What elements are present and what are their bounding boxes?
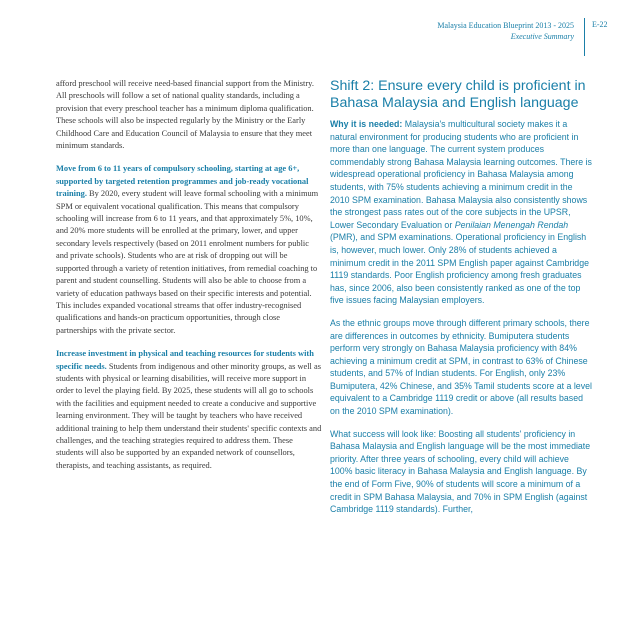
left-paragraph-2-body: By 2020, every student will leave formal schooling with a minimum SPM or equivalent vocational qualification. This means that compulsory schooling will increase from 6 to 11 years, and that approximately 5%, 10%, and 20% more students will be enrolled at the primary, lower, and upper secondary levels respectively (based on 2011 enrolment numbers for public and private schools). Students who are at risk of dropping out will be supported through a variety of retention initiatives, from remedial coaching to parent and student counselling. Students will also be able to choose from a variety of education pathways based on their specific interests and potential. This includes expanded vocational streams that offer industry-recognised qualifications and hands-on practicum opportunities, through close partnerships with the private sector. xyxy=(56,189,319,335)
right-paragraph-3: What success will look like: Boosting all students' proficiency in Bahasa Malaysia and English language will be the most immediate priority. After three years of schooling, every child will achieve 100% basic literacy in Bahasa Malaysia and English language. By the end of Form Five, 90% of students will score a minimum of a credit in SPM Bahasa Malaysia, and 70% in SPM English (against Cambridge 1119 standards). Further, xyxy=(330,428,591,515)
right-paragraph-1 xyxy=(330,118,592,307)
right-paragraph-2: As the ethnic groups move through different primary schools, there are differences in outcomes by ethnicity. Bumiputera students perform very strongly on Bahasa Malaysia proficiency with 84% achieving a minimum credit at SPM, in contrast to 63% of Chinese students, and 57% of Indian students. For English, only 23% Bumiputera, 42% Chinese, and 35% Tamil students score at a level equivalent to a Cambridge 1119 credit or above (all results based on the 2010 SPM examination). xyxy=(330,317,592,417)
section-heading: Shift 2: Ensure every child is proficient in Bahasa Malaysia and English language xyxy=(330,78,586,111)
header-title: Malaysia Education Blueprint 2013 - 2025 xyxy=(437,21,574,30)
right-paragraph-1-italic: Penilaian Menengah Rendah xyxy=(454,219,569,230)
running-header xyxy=(254,20,574,42)
right-paragraph-1-text-a: Malaysia's multicultural society makes it a natural environment for producing students who are proficient in more than one language. The current system produces commendably strong Bahasa Malaysia learning outcomes. There is widespread operational proficiency in Bahasa Malaysia among students, with 75% students achieving a minimum credit in the 2010 SPM examination. Bahasa Malaysia also consistently shows the strongest pass rates out of the core subjects in the UPSR, Lower Secondary Evaluation or xyxy=(330,119,592,230)
header-divider xyxy=(584,18,585,56)
left-paragraph-2 xyxy=(56,163,322,337)
left-column xyxy=(56,78,322,483)
right-paragraph-1-lead: Why it is needed: xyxy=(330,119,403,129)
right-column xyxy=(330,78,592,526)
header-subtitle: Executive Summary xyxy=(510,32,574,41)
left-paragraph-1: afford preschool will receive need-based financial support from the Ministry. All preschools will follow a set of national quality standards, including a provision that every preschool teacher has a minimum diploma qualification. These schools will also be inspected regularly by the Ministry or the Early Childhood Care and Education Council of Malaysia to ensure that they meet minimum standards. xyxy=(56,79,314,151)
left-paragraph-3 xyxy=(56,348,322,472)
left-paragraph-3-body: Students from indigenous and other minority groups, as well as students with physical or learning disabilities, will receive more support in order to level the playing field. By 2025, these students will all go to schools with the facilities and equipment needed to create a conducive and supportive learning environment. They will be taught by teachers who have received additional training to help them understand their students' specific contexts and challenges, and the teaching strategies required to address them. These students will also be supported by an expanded network of counsellors, therapists, and teaching assistants, as required. xyxy=(56,361,322,470)
left-paragraph-3-lead: Increase investment in physical and teaching resources for students with specific needs. xyxy=(56,349,314,371)
right-paragraph-1-text-b: (PMR), and SPM examinations. Operational proficiency in English is, however, much lower. Only 28% of students achieved a minimum credit in the 2011 SPM English paper against Cambridge 1119 standards. Poor English proficiency among fresh graduates has, since 2006, also been consistently ranked as one of the top five issues facing Malaysian employers. xyxy=(330,232,589,306)
left-paragraph-2-lead: Move from 6 to 11 years of compulsory schooling, starting at age 6+, supported by targeted retention programmes and job-ready vocational training. xyxy=(56,164,309,199)
page-number: E-22 xyxy=(592,20,608,29)
